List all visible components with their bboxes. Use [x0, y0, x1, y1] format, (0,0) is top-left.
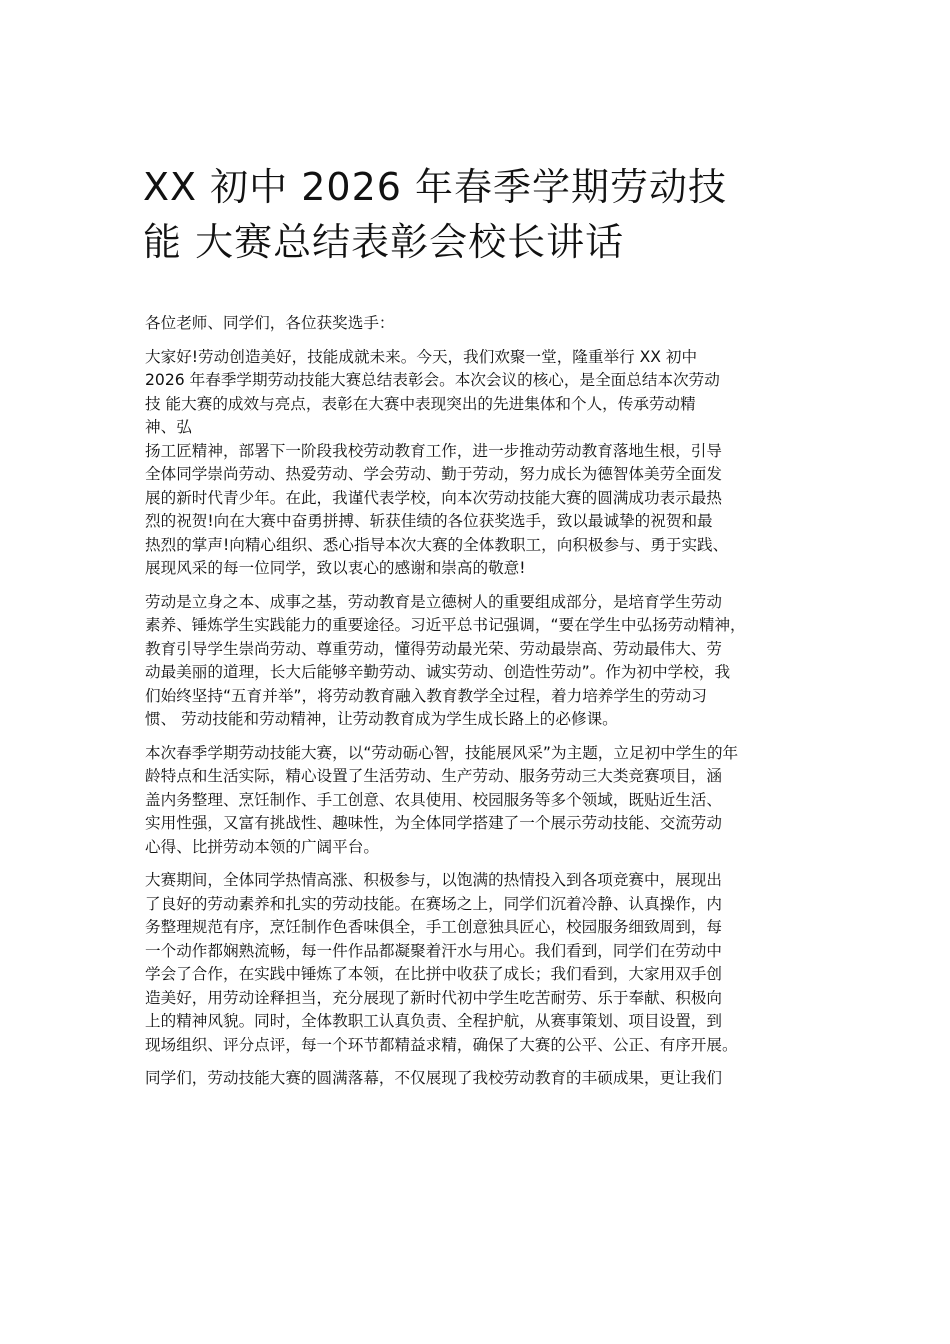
text-line: 技 能大赛的成效与亮点，表彰在大赛中表现突出的先进集体和个人，传承劳动精 [145, 394, 696, 413]
text-line: 上的精神风貌。同时，全体教职工认真负责、全程护航，从赛事策划、项目设置，到 [145, 1012, 722, 1030]
text-line: 劳动是立身之本、成事之基，劳动教育是立德树人的重要组成部分，是培育学生劳动 [145, 592, 722, 611]
text-line: 同学们，劳动技能大赛的圆满落幕，不仅展现了我校劳动教育的丰硕成果，更让我们 [145, 1069, 722, 1087]
text-line: 们始终坚持“五育并举”，将劳动教育融入教育教学全过程，着力培养学生的劳动习 [145, 686, 707, 705]
text-line: 惯、 劳动技能和劳动精神，让劳动教育成为学生成长路上的必修课。 [145, 710, 618, 728]
text-line: 热烈的掌声!向精心组织、悉心指导本次大赛的全体教职工，向积极参与、勇于实践、 [145, 535, 729, 554]
text-line: 展的新时代青少年。在此，我谨代表学校，向本次劳动技能大赛的圆满成功表示最热 [145, 488, 722, 507]
paragraph [145, 742, 835, 860]
text-line: 教育引导学生崇尚劳动、尊重劳动，懂得劳动最光荣、劳动最崇高、劳动最伟大、劳 [145, 639, 722, 658]
text-line: 大家好!劳动创造美好，技能成就未来。今天，我们欢聚一堂，隆重举行 XX 初中 [145, 347, 698, 366]
text-line: 扬工匠精神，部署下一阶段我校劳动教育工作，进一步推动劳动教育落地生根，引导 [145, 441, 722, 460]
speech-body [145, 312, 835, 1101]
text-line: 实用性强，又富有挑战性、趣味性，为全体同学搭建了一个展示劳动技能、交流劳动 [145, 814, 722, 832]
text-line: 动最美丽的道理，长大后能够辛勤劳动、诚实劳动、创造性劳动”。作为初中学校，我 [145, 663, 731, 681]
text-line: 大赛期间，全体同学热情高涨、积极参与，以饱满的热情投入到各项竞赛中，展现出 [145, 871, 722, 889]
title-line: 能 大赛总结表彰会校长讲话 [143, 220, 625, 264]
text-line: 盖内务整理、烹饪制作、手工创意、农具使用、校园服务等多个领域，既贴近生活、 [145, 790, 722, 809]
text-line: 展现风采的每一位同学，致以衷心的感谢和崇高的敬意! [145, 559, 526, 577]
document-title [143, 160, 863, 270]
paragraph [145, 1067, 835, 1091]
paragraph [145, 869, 835, 1057]
text-line: 神、弘 [145, 418, 192, 436]
salutation [145, 312, 835, 336]
text-line: 烈的祝贺!向在大赛中奋勇拼搏、斩获佳绩的各位获奖选手，致以最诚挚的祝贺和最 [145, 512, 713, 530]
paragraph [145, 346, 835, 581]
text-line: 务整理规范有序，烹饪制作色香味俱全，手工创意独具匠心，校园服务细致周到，每 [145, 918, 722, 936]
text-line: 全体同学崇尚劳动、热爱劳动、学会劳动、勤于劳动，努力成长为德智体美劳全面发 [145, 465, 722, 483]
text-line: 心得、比拼劳动本领的广阔平台。 [145, 837, 379, 856]
paragraph [145, 591, 835, 732]
text-line: 一个动作都娴熟流畅，每一件作品都凝聚着汗水与用心。我们看到，同学们在劳动中 [145, 941, 722, 960]
text-line: 2026 年春季学期劳动技能大赛总结表彰会。本次会议的核心，是全面总结本次劳动 [145, 371, 720, 389]
title-line: XX 初中 2026 年春季学期劳动技 [143, 165, 728, 209]
text-line: 现场组织、评分点评，每一个环节都精益求精，确保了大赛的公平、公正、有序开展。 [145, 1035, 738, 1054]
text-line: 了良好的劳动素养和扎实的劳动技能。在赛场之上，同学们沉着冷静、认真操作，内 [145, 894, 722, 913]
text-line: 本次春季学期劳动技能大赛，以“劳动砺心智，技能展风采”为主题，立足初中学生的年 [145, 743, 739, 762]
text-line: 龄特点和生活实际，精心设置了生活劳动、生产劳动、服务劳动三大类竞赛项目，涵 [145, 767, 722, 785]
text-line: 造美好，用劳动诠释担当，充分展现了新时代初中学生吃苦耐劳、乐于奉献、积极向 [145, 988, 722, 1007]
text-line: 学会了合作，在实践中锤炼了本领，在比拼中收获了成长；我们看到，大家用双手创 [145, 965, 722, 983]
text-line: 各位老师、同学们，各位获奖选手： [145, 314, 395, 332]
text-line: 素养、锤炼学生实践能力的重要途径。习近平总书记强调，“要在学生中弘扬劳动精神， [145, 616, 746, 634]
